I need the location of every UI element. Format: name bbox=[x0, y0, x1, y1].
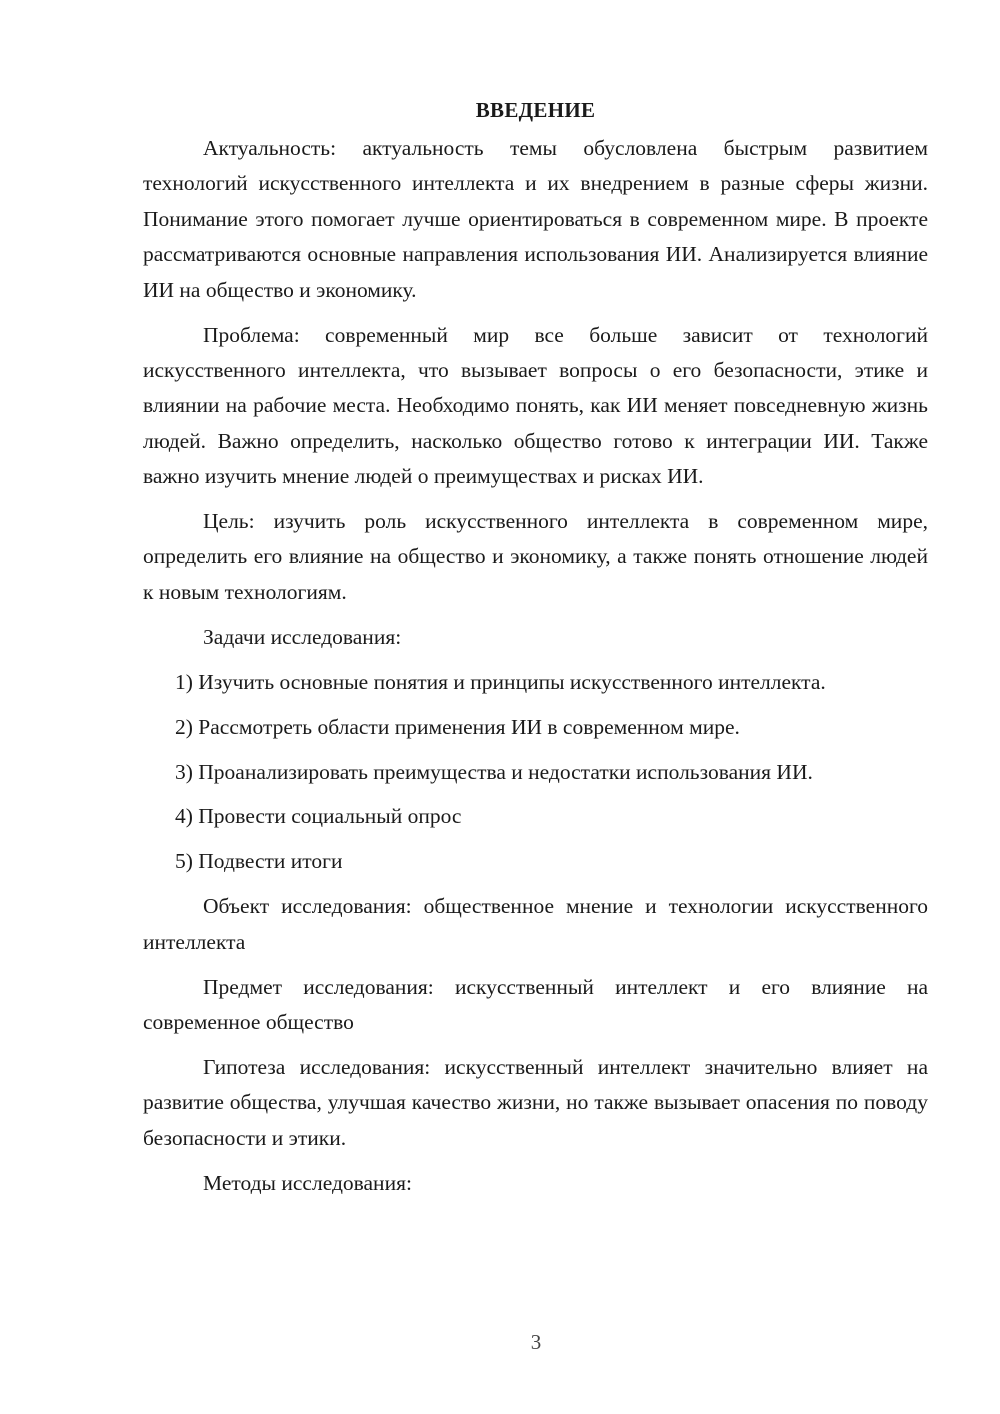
tasks-list bbox=[143, 665, 928, 880]
paragraph-problem: Проблема: современный мир все больше зависит от технологий искусственного интеллекта, что вызывает вопросы о его безопасности, этике и влиянии на рабочие места. Необходимо понять, как ИИ меняет повседневную жизнь людей. Важно определить, насколько общество готово к интеграции ИИ. Также важно изучить мнение людей о преимуществах и рисках ИИ. bbox=[143, 322, 928, 489]
paragraph-relevance: Актуальность: актуальность темы обусловлена быстрым развитием технологий искусственного интеллекта и их внедрением в разные сферы жизни. Понимание этого помогает лучше ориентироваться в современном мире. В проекте рассматриваются основные направления использования ИИ. Анализируется влияние ИИ на общество и экономику. bbox=[143, 136, 928, 302]
list-item: 1) Изучить основные понятия и принципы искусственного интеллекта. bbox=[175, 669, 826, 694]
list-item: 4) Провести социальный опрос bbox=[175, 804, 462, 829]
paragraph-methods: Методы исследования: bbox=[203, 1170, 412, 1195]
list-item: 2) Рассмотреть области применения ИИ в современном мире. bbox=[175, 714, 740, 739]
document-page bbox=[143, 92, 928, 1210]
list-item: 3) Проанализировать преимущества и недостатки использования ИИ. bbox=[175, 759, 813, 784]
paragraph-hypothesis: Гипотеза исследования: искусственный интеллект значительно влияет на развитие общества, улучшая качество жизни, но также вызывает опасения по поводу безопасности и этики. bbox=[143, 1054, 928, 1150]
paragraph-object: Объект исследования: общественное мнение и технологии искусственного интеллекта bbox=[143, 894, 928, 954]
paragraph-goal: Цель: изучить роль искусственного интеллекта в современном мире, определить его влияние на общество и экономику, а также понять отношение людей к новым технологиям. bbox=[143, 509, 928, 604]
page-number: 3 bbox=[530, 1330, 542, 1354]
paragraph-tasks-heading: Задачи исследования: bbox=[203, 624, 402, 649]
section-title: ВВЕДЕНИЕ bbox=[475, 98, 596, 122]
paragraph-subject: Предмет исследования: искусственный интеллект и его влияние на современное общество bbox=[143, 974, 928, 1034]
list-item: 5) Подвести итоги bbox=[175, 849, 343, 874]
